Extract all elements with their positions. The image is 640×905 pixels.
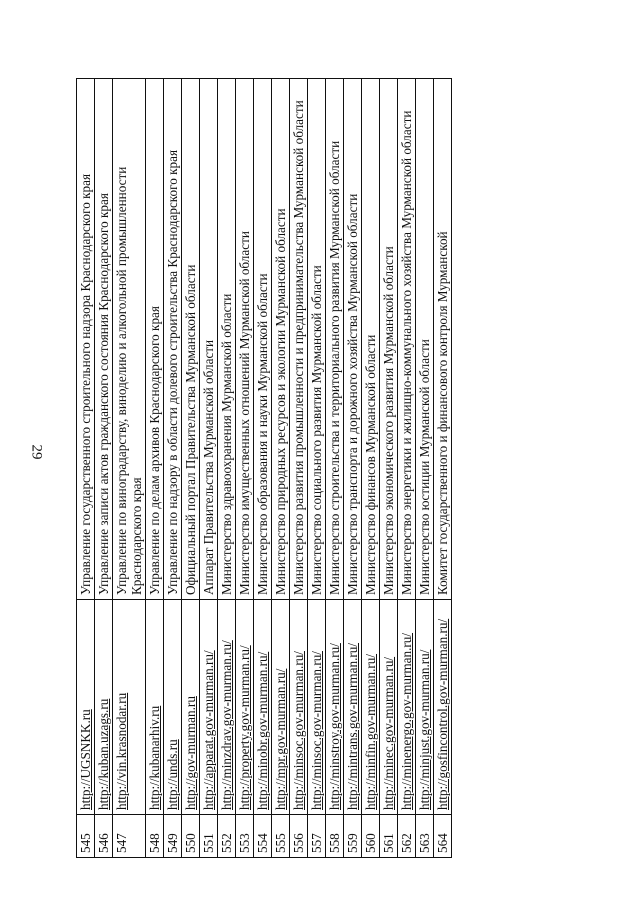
- row-number: 564: [434, 815, 452, 858]
- row-number: 556: [290, 815, 308, 858]
- website-link[interactable]: http://kubanarhiv.ru: [146, 600, 164, 815]
- agency-name: Министерство строительства и территориального развития Мурманской области: [326, 79, 344, 600]
- agency-name: Управление по виноградарству, виноделию и алкогольной промышленности Краснодарского края: [113, 79, 146, 600]
- website-link[interactable]: http://minzdrav.gov-murman.ru/: [218, 600, 236, 815]
- website-link[interactable]: http://UGSNKK.ru: [77, 600, 95, 815]
- website-link[interactable]: http://apparat.gov-murman.ru/: [200, 600, 218, 815]
- table-row: [398, 79, 416, 858]
- table-row: [146, 79, 164, 858]
- table-row: [362, 79, 380, 858]
- table-body: [77, 79, 452, 858]
- website-link[interactable]: http://minsoc.gov-murman.ru/: [308, 600, 326, 815]
- agency-name: Управление записи актов гражданского состояния Краснодарского края: [95, 79, 113, 600]
- agency-name: Министерство имущественных отношений Мурманской области: [236, 79, 254, 600]
- agency-name: Министерство экономического развития Мурманской области: [380, 79, 398, 600]
- table-row: [434, 79, 452, 858]
- table-row: [308, 79, 326, 858]
- agency-name: Министерство финансов Мурманской области: [362, 79, 380, 600]
- row-number: 553: [236, 815, 254, 858]
- agency-name: Управление государственного строительного надзора Краснодарского края: [77, 79, 95, 600]
- website-registry-table: [76, 78, 452, 858]
- row-number: 550: [182, 815, 200, 858]
- website-link[interactable]: http://kuban.uzags.ru: [95, 600, 113, 815]
- website-link[interactable]: http://gov-murman.ru: [182, 600, 200, 815]
- website-link[interactable]: http://minec.gov-murman.ru/: [380, 600, 398, 815]
- website-link[interactable]: http://minsoc.gov-murman.ru/: [290, 600, 308, 815]
- row-number: 558: [326, 815, 344, 858]
- row-number: 559: [344, 815, 362, 858]
- agency-name: Официальный портал Правительства Мурманской области: [182, 79, 200, 600]
- agency-name: Управление по надзору в области долевого строительства Краснодарского края: [164, 79, 182, 600]
- row-number: 546: [95, 815, 113, 858]
- agency-name: Министерство юстиции Мурманской области: [416, 79, 434, 600]
- website-link[interactable]: http://minfin.gov-murman.ru/: [362, 600, 380, 815]
- table-row: [272, 79, 290, 858]
- row-number: 547: [113, 815, 146, 858]
- row-number: 545: [77, 815, 95, 858]
- table-row: [182, 79, 200, 858]
- agency-name: Министерство энергетики и жилищно-коммунального хозяйства Мурманской области: [398, 79, 416, 600]
- agency-name: Министерство транспорта и дорожного хозяйства Мурманской области: [344, 79, 362, 600]
- agency-name: Комитет государственного и финансового контроля Мурманской: [434, 79, 452, 600]
- website-link[interactable]: http://minjust.gov-murman.ru/: [416, 600, 434, 815]
- table-row: [416, 79, 434, 858]
- table-row: [200, 79, 218, 858]
- row-number: 551: [200, 815, 218, 858]
- agency-name: Управление по делам архивов Краснодарского края: [146, 79, 164, 600]
- row-number: 563: [416, 815, 434, 858]
- website-link[interactable]: http://property.gov-murman.ru/: [236, 600, 254, 815]
- table-row: [77, 79, 95, 858]
- website-link[interactable]: http://mintrans.gov-murman.ru/: [344, 600, 362, 815]
- table-row: [95, 79, 113, 858]
- row-number: 552: [218, 815, 236, 858]
- row-number: 557: [308, 815, 326, 858]
- row-number: 561: [380, 815, 398, 858]
- website-link[interactable]: http://unds.ru: [164, 600, 182, 815]
- table-row: [290, 79, 308, 858]
- row-number: 560: [362, 815, 380, 858]
- website-link[interactable]: http://minenergo.gov-murman.ru/: [398, 600, 416, 815]
- page-number: 29: [28, 444, 45, 460]
- agency-name: Министерство развития промышленности и предпринимательства Мурманской области: [290, 79, 308, 600]
- table-row: [344, 79, 362, 858]
- row-number: 555: [272, 815, 290, 858]
- website-link[interactable]: http://gosfincontrol.gov-murman.ru/: [434, 600, 452, 815]
- row-number: 554: [254, 815, 272, 858]
- agency-name: Министерство природных ресурсов и экологии Мурманской области: [272, 79, 290, 600]
- agency-name: Министерство социального развития Мурманской области: [308, 79, 326, 600]
- agency-name: Аппарат Правительства Мурманской области: [200, 79, 218, 600]
- table-row: [326, 79, 344, 858]
- website-link[interactable]: http://vin.krasnodar.ru: [113, 600, 146, 815]
- table-row: [218, 79, 236, 858]
- table-row: [380, 79, 398, 858]
- table-row: [254, 79, 272, 858]
- rotated-page-content: [76, 78, 588, 858]
- agency-name: Министерство здравоохранения Мурманской области: [218, 79, 236, 600]
- website-link[interactable]: http://mpr.gov-murman.ru/: [272, 600, 290, 815]
- row-number: 562: [398, 815, 416, 858]
- table-row: [164, 79, 182, 858]
- agency-name: Министерство образования и науки Мурманской области: [254, 79, 272, 600]
- row-number: 548: [146, 815, 164, 858]
- row-number: 549: [164, 815, 182, 858]
- website-link[interactable]: http://minobr.gov-murman.ru/: [254, 600, 272, 815]
- website-link[interactable]: http://minstroy.gov-murman.ru/: [326, 600, 344, 815]
- table-row: [236, 79, 254, 858]
- table-row: [113, 79, 146, 858]
